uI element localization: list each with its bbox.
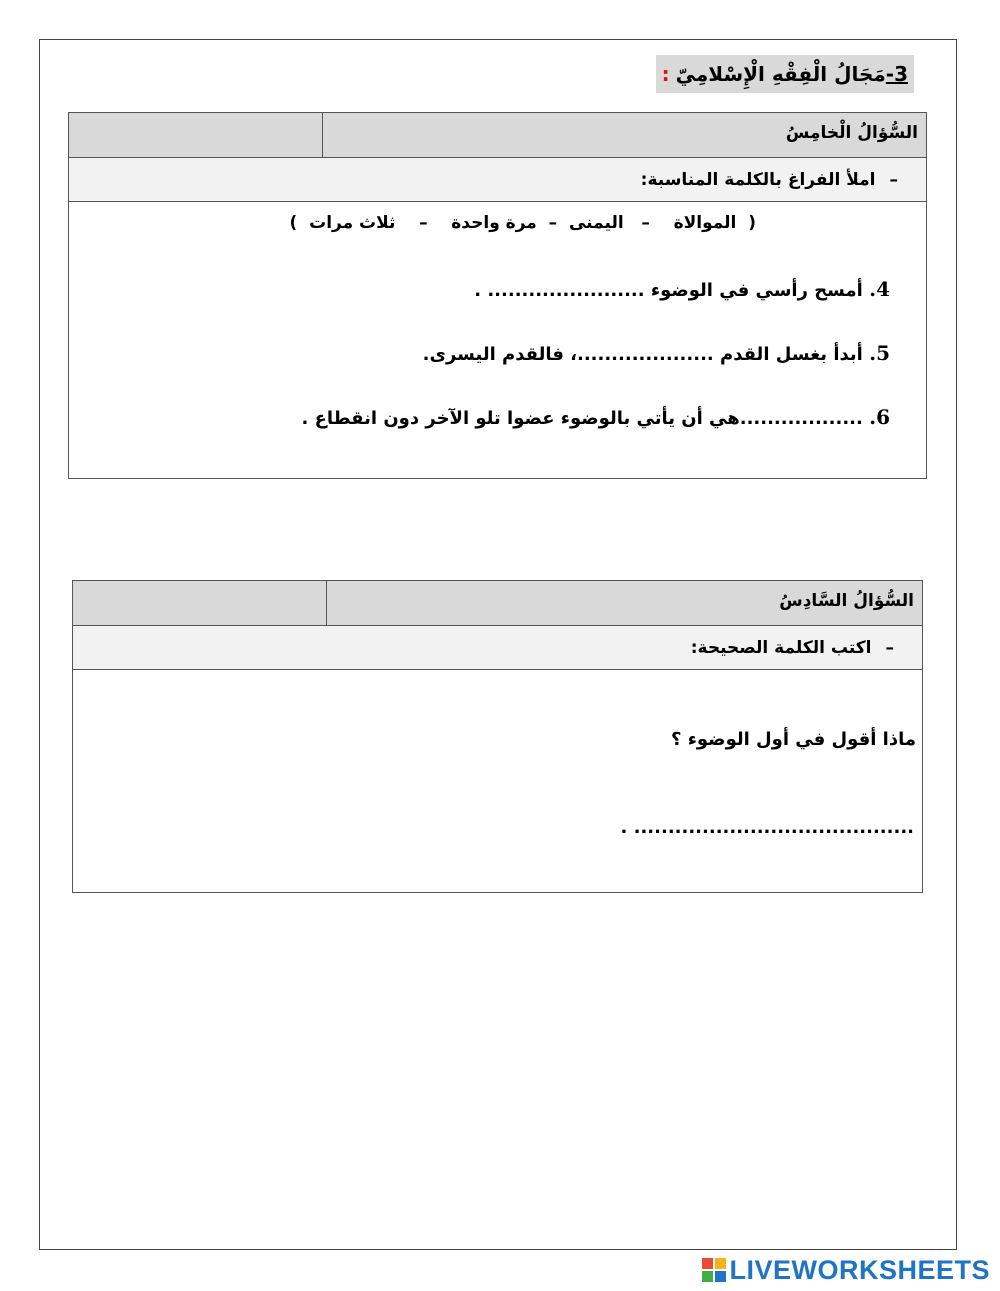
question-6-prompt: ماذا أقول في أول الوضوء ؟ [670, 729, 916, 750]
fill-item-5[interactable] [423, 341, 890, 365]
fill-item-6[interactable] [301, 405, 890, 429]
item-number: 6. [869, 405, 890, 429]
logo-block [702, 1258, 713, 1269]
logo-blocks-icon [702, 1258, 726, 1282]
question-5-header [69, 113, 926, 158]
instruction-text: املأ الفراغ بالكلمة المناسبة: [640, 169, 876, 190]
logo-text: LIVEWORKSHEETS [729, 1254, 990, 1285]
question-5-box [68, 112, 927, 479]
instruction-dash: – [885, 637, 894, 658]
item-number: 4. [869, 277, 890, 301]
instruction-dash: – [889, 169, 898, 190]
section-title-text: مَجَالُ الْفِقْهِ الْإِسْلامِيّ [675, 62, 886, 86]
item-text: أبدأ بغسل القدم ....................، فالقدم اليسرى. [422, 344, 863, 365]
fill-item-4[interactable] [474, 277, 890, 301]
question-6-instruction [73, 626, 922, 670]
item-text: ..................هي أن يأتي بالوضوء عضوا تلو الآخر دون انقطاع . [301, 408, 863, 429]
section-title [656, 55, 914, 93]
question-5-instruction [69, 158, 926, 202]
logo-block [702, 1271, 713, 1282]
instruction-text: اكتب الكلمة الصحيحة: [690, 637, 872, 658]
item-number: 5. [869, 341, 890, 365]
question-6-title: السُّؤالُ السَّادِسُ [779, 591, 914, 611]
question-6-header [73, 581, 922, 626]
liveworksheets-logo [702, 1253, 990, 1287]
question-5-title: السُّؤالُ الْخامِسُ [785, 123, 918, 143]
section-colon: : [661, 62, 670, 86]
question-5-score-cell [69, 113, 323, 157]
question-6-box [72, 580, 923, 893]
section-number: 3- [885, 62, 908, 86]
question-6-score-cell [73, 581, 327, 625]
logo-block [715, 1258, 726, 1269]
question-6-answer-line[interactable]: ......................................... . [620, 817, 914, 838]
word-bank: ( الموالاة – اليمنى – مرة واحدة – ثلاث مرات ) [289, 213, 756, 233]
item-text: أمسح رأسي في الوضوء ....................... . [474, 280, 863, 301]
logo-block [715, 1271, 726, 1282]
